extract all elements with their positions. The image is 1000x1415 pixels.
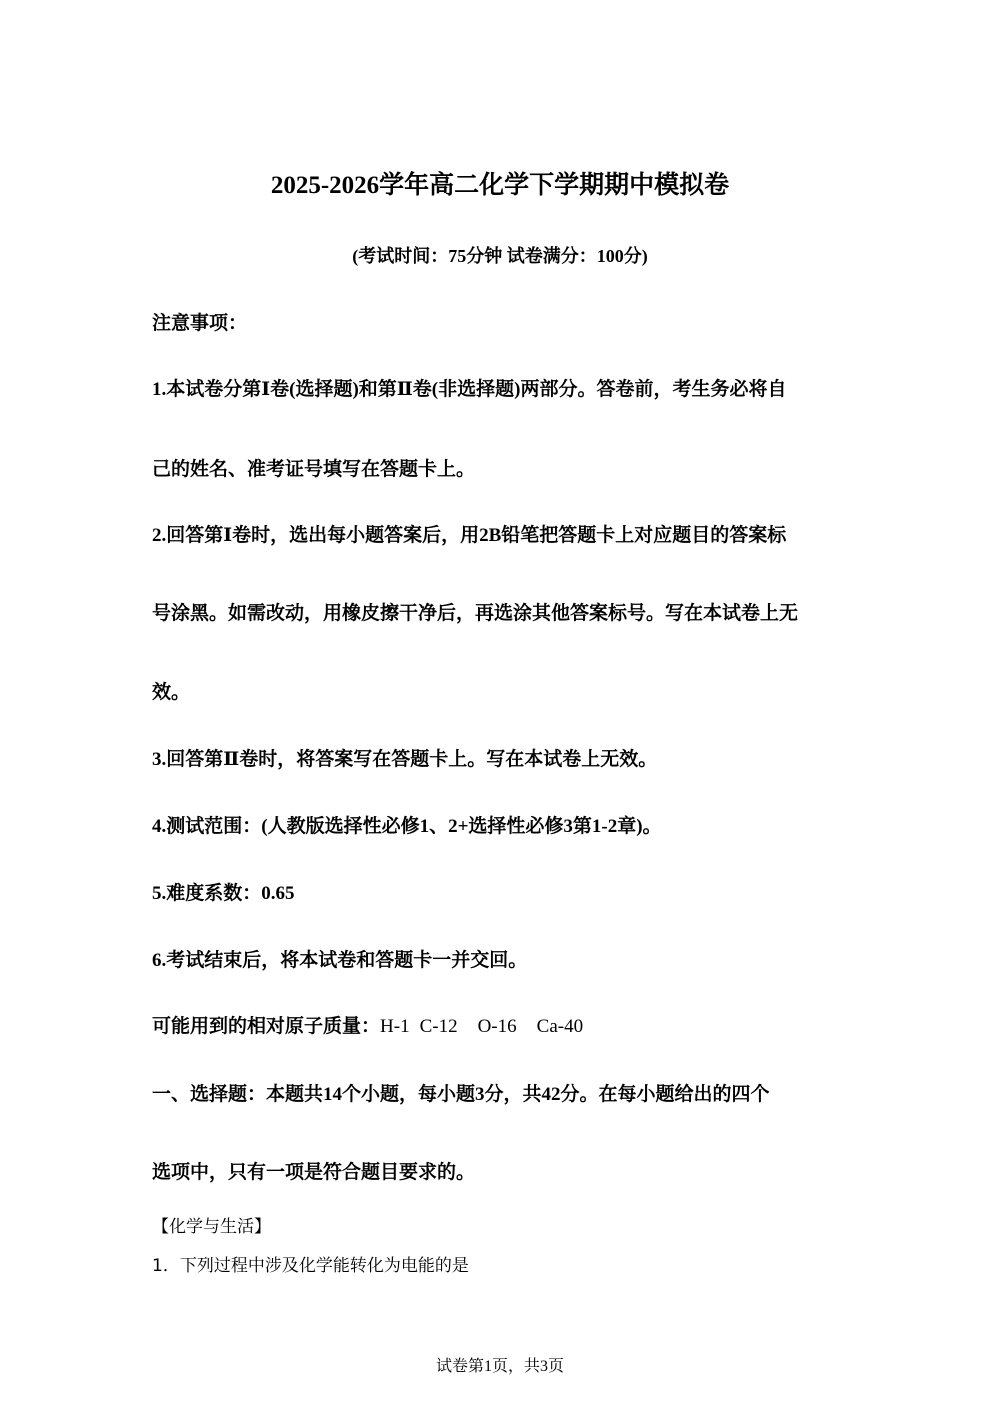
atomic-mass-h: H-1 <box>380 1016 410 1037</box>
page-footer: 试卷第1页，共3页 <box>435 1358 564 1375</box>
exam-subtitle: (考试时间：75分钟 试卷满分：100分) <box>352 246 648 266</box>
notice-item-3: 3.回答第Ⅱ卷时，将答案写在答题卡上。写在本试卷上无效。 <box>152 749 658 770</box>
notice-item-2-line-3: 效。 <box>152 682 191 703</box>
atomic-mass-ca: Ca-40 <box>536 1016 584 1037</box>
topic-tag: 【化学与生活】 <box>152 1217 271 1237</box>
section-1-line-2: 选项中，只有一项是符合题目要求的。 <box>152 1162 476 1183</box>
question-1: 1．下列过程中涉及化学能转化为电能的是 <box>152 1256 469 1276</box>
exam-title: 2025-2026学年高二化学下学期期中模拟卷 <box>270 172 730 199</box>
atomic-mass-o: O-16 <box>477 1016 517 1037</box>
notice-item-2-line-2: 号涂黑。如需改动，用橡皮擦干净后，再选涂其他答案标号。写在本试卷上无 <box>152 603 799 624</box>
notice-heading: 注意事项： <box>152 313 248 334</box>
notice-item-5: 5.难度系数：0.65 <box>152 883 295 904</box>
notice-item-2-line-1: 2.回答第Ⅰ卷时，选出每小题答案后，用2B铅笔把答题卡上对应题目的答案标 <box>152 525 787 546</box>
section-1-line-1: 一、选择题：本题共14个小题，每小题3分，共42分。在每小题给出的四个 <box>152 1084 770 1105</box>
notice-item-1-line-2: 己的姓名、准考证号填写在答题卡上。 <box>152 459 476 480</box>
atomic-mass-c: C-12 <box>419 1016 458 1037</box>
atomic-mass-label: 可能用到的相对原子质量： <box>152 1016 381 1037</box>
atomic-mass-line <box>152 1013 852 1041</box>
notice-item-1-line-1: 1.本试卷分第Ⅰ卷(选择题)和第Ⅱ卷(非选择题)两部分。答卷前，考生务必将自 <box>152 379 787 400</box>
notice-item-4: 4.测试范围：(人教版选择性必修1、2+选择性必修3第1-2章)。 <box>152 816 662 837</box>
notice-item-6: 6.考试结束后，将本试卷和答题卡一并交回。 <box>152 950 528 971</box>
